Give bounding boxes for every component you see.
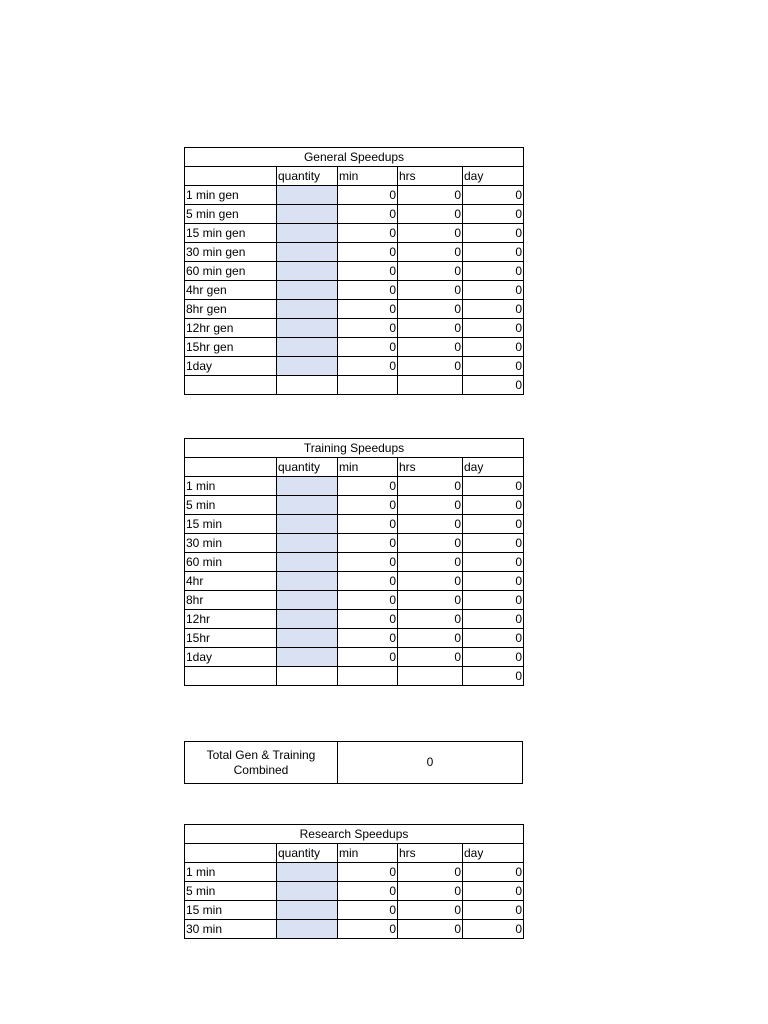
min-value[interactable]: 0 — [338, 357, 398, 376]
combined-total-value[interactable]: 0 — [338, 742, 523, 784]
table-row — [185, 515, 524, 534]
general-speedups-body — [185, 148, 524, 395]
row-label[interactable]: 8hr — [185, 591, 277, 610]
combined-total-label[interactable]: Total Gen & Training Combined — [185, 742, 338, 784]
quantity-input-cell[interactable] — [277, 882, 338, 901]
quantity-input-cell[interactable] — [277, 186, 338, 205]
day-value[interactable]: 0 — [463, 629, 524, 648]
day-value[interactable]: 0 — [463, 610, 524, 629]
header-day[interactable]: day — [463, 458, 524, 477]
min-value[interactable]: 0 — [338, 224, 398, 243]
row-label[interactable]: 1 min — [185, 863, 277, 882]
table-row — [185, 901, 524, 920]
row-label[interactable]: 4hr — [185, 572, 277, 591]
table-row — [185, 281, 524, 300]
quantity-input-cell[interactable] — [277, 281, 338, 300]
day-value[interactable]: 0 — [463, 901, 524, 920]
min-value[interactable]: 0 — [338, 496, 398, 515]
min-value[interactable]: 0 — [338, 863, 398, 882]
day-value[interactable]: 0 — [463, 338, 524, 357]
general-speedups-title: General Speedups — [185, 148, 524, 167]
day-value[interactable]: 0 — [463, 300, 524, 319]
quantity-input-cell[interactable] — [277, 534, 338, 553]
quantity-input-cell[interactable] — [277, 920, 338, 939]
table-row — [185, 591, 524, 610]
quantity-input-cell[interactable] — [277, 224, 338, 243]
day-value[interactable]: 0 — [463, 496, 524, 515]
training-speedups-body — [185, 439, 524, 686]
row-label[interactable]: 5 min — [185, 496, 277, 515]
table-row — [185, 477, 524, 496]
table-row — [185, 205, 524, 224]
row-label[interactable]: 15 min gen — [185, 224, 277, 243]
table-header-row — [185, 167, 524, 186]
day-value[interactable]: 0 — [463, 262, 524, 281]
hrs-value[interactable]: 0 — [398, 591, 463, 610]
quantity-input-cell[interactable] — [277, 610, 338, 629]
min-value[interactable]: 0 — [338, 300, 398, 319]
hrs-value[interactable]: 0 — [398, 357, 463, 376]
table-row — [185, 186, 524, 205]
quantity-input-cell[interactable] — [277, 901, 338, 920]
row-label[interactable]: 1day — [185, 648, 277, 667]
row-label[interactable]: 1 min gen — [185, 186, 277, 205]
table-row — [185, 262, 524, 281]
hrs-value[interactable]: 0 — [398, 629, 463, 648]
quantity-input-cell[interactable] — [277, 357, 338, 376]
day-value[interactable]: 0 — [463, 319, 524, 338]
table-row — [185, 357, 524, 376]
table-row — [185, 610, 524, 629]
min-value[interactable]: 0 — [338, 591, 398, 610]
hrs-value[interactable]: 0 — [398, 338, 463, 357]
header-hrs[interactable]: hrs — [398, 167, 463, 186]
day-value[interactable]: 0 — [463, 243, 524, 262]
total-day-value[interactable]: 0 — [463, 667, 524, 686]
header-day[interactable]: day — [463, 844, 524, 863]
row-label[interactable]: 4hr gen — [185, 281, 277, 300]
header-hrs[interactable]: hrs — [398, 844, 463, 863]
hrs-value[interactable]: 0 — [398, 882, 463, 901]
header-min[interactable]: min — [338, 167, 398, 186]
hrs-value[interactable]: 0 — [398, 610, 463, 629]
table-row — [185, 648, 524, 667]
total-day-value[interactable]: 0 — [463, 376, 524, 395]
quantity-input-cell[interactable] — [277, 338, 338, 357]
quantity-input-cell[interactable] — [277, 515, 338, 534]
hrs-value[interactable]: 0 — [398, 319, 463, 338]
quantity-input-cell[interactable] — [277, 591, 338, 610]
min-value[interactable]: 0 — [338, 920, 398, 939]
row-label[interactable]: 12hr gen — [185, 319, 277, 338]
total-row — [185, 376, 524, 395]
min-value[interactable]: 0 — [338, 629, 398, 648]
min-value[interactable]: 0 — [338, 572, 398, 591]
quantity-input-cell[interactable] — [277, 262, 338, 281]
training-speedups-title: Training Speedups — [185, 439, 524, 458]
row-label[interactable]: 30 min — [185, 534, 277, 553]
total-row — [185, 667, 524, 686]
table-row — [185, 629, 524, 648]
header-label-cell[interactable] — [185, 458, 277, 477]
quantity-input-cell[interactable] — [277, 496, 338, 515]
hrs-value[interactable]: 0 — [398, 553, 463, 572]
hrs-value[interactable]: 0 — [398, 901, 463, 920]
quantity-input-cell[interactable] — [277, 243, 338, 262]
day-value[interactable]: 0 — [463, 205, 524, 224]
training-speedups-table — [184, 438, 524, 686]
empty-cell[interactable] — [398, 667, 463, 686]
header-quantity[interactable]: quantity — [277, 458, 338, 477]
min-value[interactable]: 0 — [338, 319, 398, 338]
empty-cell[interactable] — [185, 667, 277, 686]
hrs-value[interactable]: 0 — [398, 300, 463, 319]
general-speedups-table — [184, 147, 524, 395]
row-label[interactable]: 1day — [185, 357, 277, 376]
row-label[interactable]: 5 min — [185, 882, 277, 901]
day-value[interactable]: 0 — [463, 920, 524, 939]
min-value[interactable]: 0 — [338, 648, 398, 667]
header-label-cell[interactable] — [185, 167, 277, 186]
min-value[interactable]: 0 — [338, 515, 398, 534]
row-label[interactable]: 30 min — [185, 920, 277, 939]
day-value[interactable]: 0 — [463, 515, 524, 534]
research-speedups-title: Research Speedups — [185, 825, 524, 844]
row-label[interactable]: 15 min — [185, 515, 277, 534]
hrs-value[interactable]: 0 — [398, 534, 463, 553]
day-value[interactable]: 0 — [463, 186, 524, 205]
hrs-value[interactable]: 0 — [398, 648, 463, 667]
quantity-input-cell[interactable] — [277, 553, 338, 572]
day-value[interactable]: 0 — [463, 648, 524, 667]
row-label[interactable]: 60 min gen — [185, 262, 277, 281]
row-label[interactable]: 15hr — [185, 629, 277, 648]
table-row — [185, 882, 524, 901]
day-value[interactable]: 0 — [463, 553, 524, 572]
day-value[interactable]: 0 — [463, 572, 524, 591]
row-label[interactable]: 12hr — [185, 610, 277, 629]
day-value[interactable]: 0 — [463, 477, 524, 496]
header-min[interactable]: min — [338, 844, 398, 863]
empty-cell[interactable] — [398, 376, 463, 395]
table-row — [185, 496, 524, 515]
header-label-cell[interactable] — [185, 844, 277, 863]
min-value[interactable]: 0 — [338, 882, 398, 901]
row-label[interactable]: 60 min — [185, 553, 277, 572]
min-value[interactable]: 0 — [338, 534, 398, 553]
day-value[interactable]: 0 — [463, 534, 524, 553]
header-min[interactable]: min — [338, 458, 398, 477]
quantity-input-cell[interactable] — [277, 629, 338, 648]
table-row — [185, 243, 524, 262]
table-row — [185, 300, 524, 319]
header-hrs[interactable]: hrs — [398, 458, 463, 477]
hrs-value[interactable]: 0 — [398, 281, 463, 300]
hrs-value[interactable]: 0 — [398, 920, 463, 939]
table-row — [185, 920, 524, 939]
day-value[interactable]: 0 — [463, 281, 524, 300]
min-value[interactable]: 0 — [338, 610, 398, 629]
quantity-input-cell[interactable] — [277, 477, 338, 496]
quantity-input-cell[interactable] — [277, 205, 338, 224]
empty-cell[interactable] — [338, 376, 398, 395]
min-value[interactable]: 0 — [338, 262, 398, 281]
empty-cell[interactable] — [338, 667, 398, 686]
header-quantity[interactable]: quantity — [277, 167, 338, 186]
hrs-value[interactable]: 0 — [398, 863, 463, 882]
day-value[interactable]: 0 — [463, 863, 524, 882]
min-value[interactable]: 0 — [338, 243, 398, 262]
min-value[interactable]: 0 — [338, 553, 398, 572]
min-value[interactable]: 0 — [338, 281, 398, 300]
hrs-value[interactable]: 0 — [398, 243, 463, 262]
quantity-input-cell[interactable] — [277, 648, 338, 667]
min-value[interactable]: 0 — [338, 186, 398, 205]
min-value[interactable]: 0 — [338, 901, 398, 920]
empty-cell[interactable] — [185, 376, 277, 395]
quantity-input-cell[interactable] — [277, 319, 338, 338]
combined-total-table — [184, 741, 523, 784]
table-header-row — [185, 844, 524, 863]
hrs-value[interactable]: 0 — [398, 224, 463, 243]
min-value[interactable]: 0 — [338, 477, 398, 496]
hrs-value[interactable]: 0 — [398, 477, 463, 496]
hrs-value[interactable]: 0 — [398, 262, 463, 281]
empty-cell[interactable] — [277, 376, 338, 395]
row-label[interactable]: 8hr gen — [185, 300, 277, 319]
quantity-input-cell[interactable] — [277, 300, 338, 319]
table-row — [185, 863, 524, 882]
header-quantity[interactable]: quantity — [277, 844, 338, 863]
quantity-input-cell[interactable] — [277, 863, 338, 882]
header-day[interactable]: day — [463, 167, 524, 186]
table-row — [185, 534, 524, 553]
quantity-input-cell[interactable] — [277, 572, 338, 591]
min-value[interactable]: 0 — [338, 205, 398, 224]
combined-total-row — [185, 742, 523, 784]
table-title-row — [185, 825, 524, 844]
day-value[interactable]: 0 — [463, 882, 524, 901]
hrs-value[interactable]: 0 — [398, 205, 463, 224]
hrs-value[interactable]: 0 — [398, 186, 463, 205]
table-header-row — [185, 458, 524, 477]
table-title-row — [185, 439, 524, 458]
hrs-value[interactable]: 0 — [398, 515, 463, 534]
day-value[interactable]: 0 — [463, 224, 524, 243]
row-label[interactable]: 5 min gen — [185, 205, 277, 224]
hrs-value[interactable]: 0 — [398, 572, 463, 591]
day-value[interactable]: 0 — [463, 591, 524, 610]
research-speedups-table — [184, 824, 524, 939]
row-label[interactable]: 15 min — [185, 901, 277, 920]
table-title-row — [185, 148, 524, 167]
day-value[interactable]: 0 — [463, 357, 524, 376]
hrs-value[interactable]: 0 — [398, 496, 463, 515]
table-row — [185, 553, 524, 572]
row-label[interactable]: 1 min — [185, 477, 277, 496]
row-label[interactable]: 15hr gen — [185, 338, 277, 357]
empty-cell[interactable] — [277, 667, 338, 686]
table-row — [185, 338, 524, 357]
table-row — [185, 319, 524, 338]
table-row — [185, 572, 524, 591]
min-value[interactable]: 0 — [338, 338, 398, 357]
research-speedups-body — [185, 825, 524, 939]
table-row — [185, 224, 524, 243]
row-label[interactable]: 30 min gen — [185, 243, 277, 262]
